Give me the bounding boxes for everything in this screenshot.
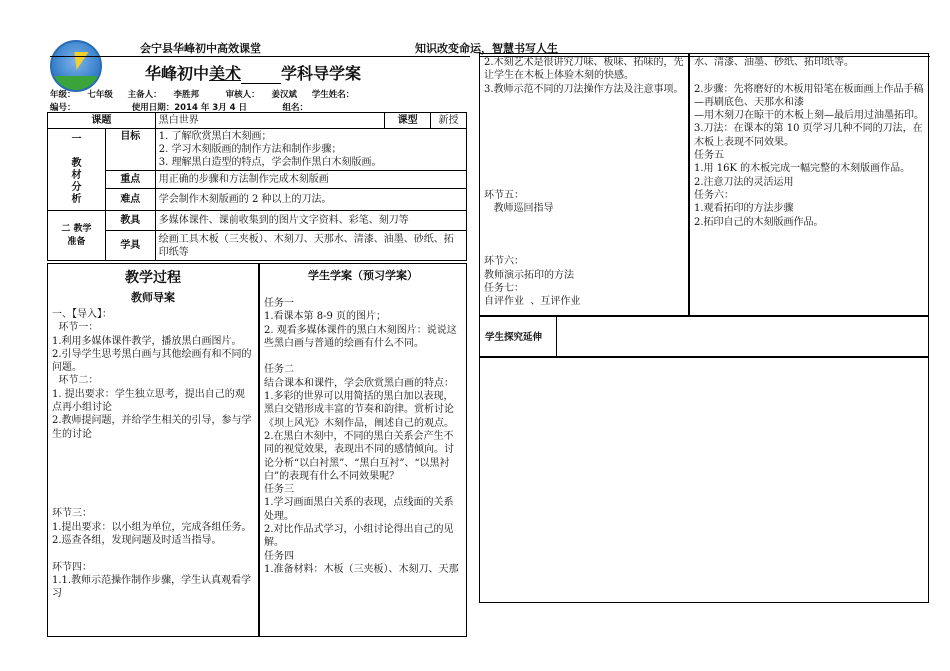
student-guide-body: 任务一 1.看课本第 8-9 页的图片； 2. 观看多媒体课件的黑白木刻图片：说说这些黑白画与普通的绘画有什么不同。 任务二 结合课本和课件，学会欣赏黑白画的特点： 1.多彩的世界可以用简括的黑白加以表现，黑白交错形成丰富的节奏和韵律。赏析讨论《坝上风光》木刻作品，阐述自己的观点。 2.在黑白木刻中，不同的黑白关系会产生不同的视觉效果，表现出不同的感情倾向。讨论分析“以白衬黑”、“黑白互衬”、“以黑衬白”的表现有什么不同效果呢？ 任务三 1.学习画面黑白关系的表现，点线面的关系处理。 2.对比作品式学习，小组讨论得出自己的见解。 任务四 1.准备材料：木板（三夹板）、木刻刀、天那 (264, 298, 459, 575)
table-row (48, 171, 467, 189)
teacher-guide-column (47, 263, 259, 637)
student-guide-title: 学生学案（预习学案） (308, 269, 418, 282)
header-rule (50, 56, 470, 57)
table-row (48, 211, 467, 231)
right-slogan: 知识改变命运，智慧书写人生 (415, 42, 558, 55)
table-row (48, 113, 467, 129)
topic-label: 课题 (48, 113, 156, 129)
school-logo (50, 40, 102, 92)
meta-line-2: 编号： 使用日期：2014 年 3月 4 日 组名： (50, 103, 309, 113)
table-row (48, 231, 467, 261)
student-guide-column (259, 263, 467, 637)
goals-text: 1. 了解欣赏黑白木刻画； 2. 学习木刻版画的制作方法和制作步骤； 3. 理解黑白造型的特点，学会制作黑白木刻版画。 (155, 129, 466, 171)
tools-text: 多媒体课件、课前收集到的图片文字资料、彩笔、刻刀等 (155, 211, 466, 231)
right-column-student (689, 53, 929, 316)
process-title: 教学过程 (125, 270, 181, 286)
section1-label: 一 教 材 分 析 (48, 129, 106, 211)
difficulty-label: 难点 (105, 189, 155, 211)
page-title (145, 61, 361, 84)
type-label: 课型 (385, 113, 431, 129)
info-table (47, 112, 467, 261)
lightning-icon (70, 52, 89, 70)
extension-area (479, 357, 929, 603)
title-suffix: 学科导学案 (281, 64, 362, 83)
tools-label: 教具 (105, 211, 155, 231)
table-row (48, 129, 467, 171)
study-tools-text: 绘画工具木板（三夹板）、木刻刀、天那水、清漆、油墨、砂纸、拓印纸等 (155, 231, 466, 261)
goals-label: 目标 (105, 129, 155, 171)
key-text: 用正确的步骤和方法制作完成木刻版画 (155, 171, 466, 189)
key-label: 重点 (105, 171, 155, 189)
right-student-body: 水、清漆、油墨、砂纸、拓印纸等。 2.步骤：先将磨好的木板用铅笔在板面画上作品手稿—再刷底色、天那水和漆 —用木刻刀在晾干的木板上刻—最后用过油墨拓印。 3.刀法：在课本的第 10 页学习几种不同的刀法，在木板上表现不同效果。 任务五 1.用 16K 的木板完成一幅完整的木刻版画作品。 2.注意刀法的灵活运用 任务六： 1.观看拓印的方法步骤 2.拓印自己的木刻版画作品。 (694, 57, 924, 228)
extension-row (479, 316, 929, 357)
teacher-guide-title: 教师导案 (131, 291, 175, 304)
topic-value: 黑白世界 (155, 113, 384, 129)
right-teacher-body: 2.木刻艺术是很讲究刀味、板味、拓味的，先让学生在木板上体验木刻的快感。 3.教师示范不同的刀法操作方法及注意事项。 环节五： 教师巡回指导 环节六： 教师演示拓印的方法 任务七： 自评作业 、互评作业 (484, 57, 684, 308)
left-slogan: 会宁县华峰初中高效课堂 (140, 42, 261, 55)
section2-label: 二 教学 准备 (48, 211, 106, 261)
table-row (48, 189, 467, 211)
teacher-guide-body: 一、【导入】： 环节一： 1.利用多媒体课件教学，播放黑白画图片。 2.引导学生思考黑白画与其他绘画有和不同的问题。 环节二： 1. 提出要求：学生独立思考，提出自己的观点再小组讨论 2.教师提问题，并给学生相关的引导，参与学生的讨论 环节三： 1.提出要求：以小组为单位，完成各组任务。 2.巡查各组，发现问题及时适当指导。 环节四： 1.1.教师示范操作制作步骤，学生认真观看学习 (52, 309, 252, 600)
study-tools-label: 学具 (105, 231, 155, 261)
type-value: 新授 (431, 113, 467, 129)
difficulty-text: 学会制作木刻版画的 2 种以上的刀法。 (155, 189, 466, 211)
title-school: 华峰初中 (145, 64, 210, 83)
right-column-teacher (479, 53, 689, 316)
meta-line-1: 年级： 七年级 主备人： 李胜邦 审核人： 姜汉斌 学生姓名： (50, 90, 355, 100)
extension-label: 学生探究延伸 (485, 332, 543, 343)
title-subject: 美术 (209, 64, 242, 83)
